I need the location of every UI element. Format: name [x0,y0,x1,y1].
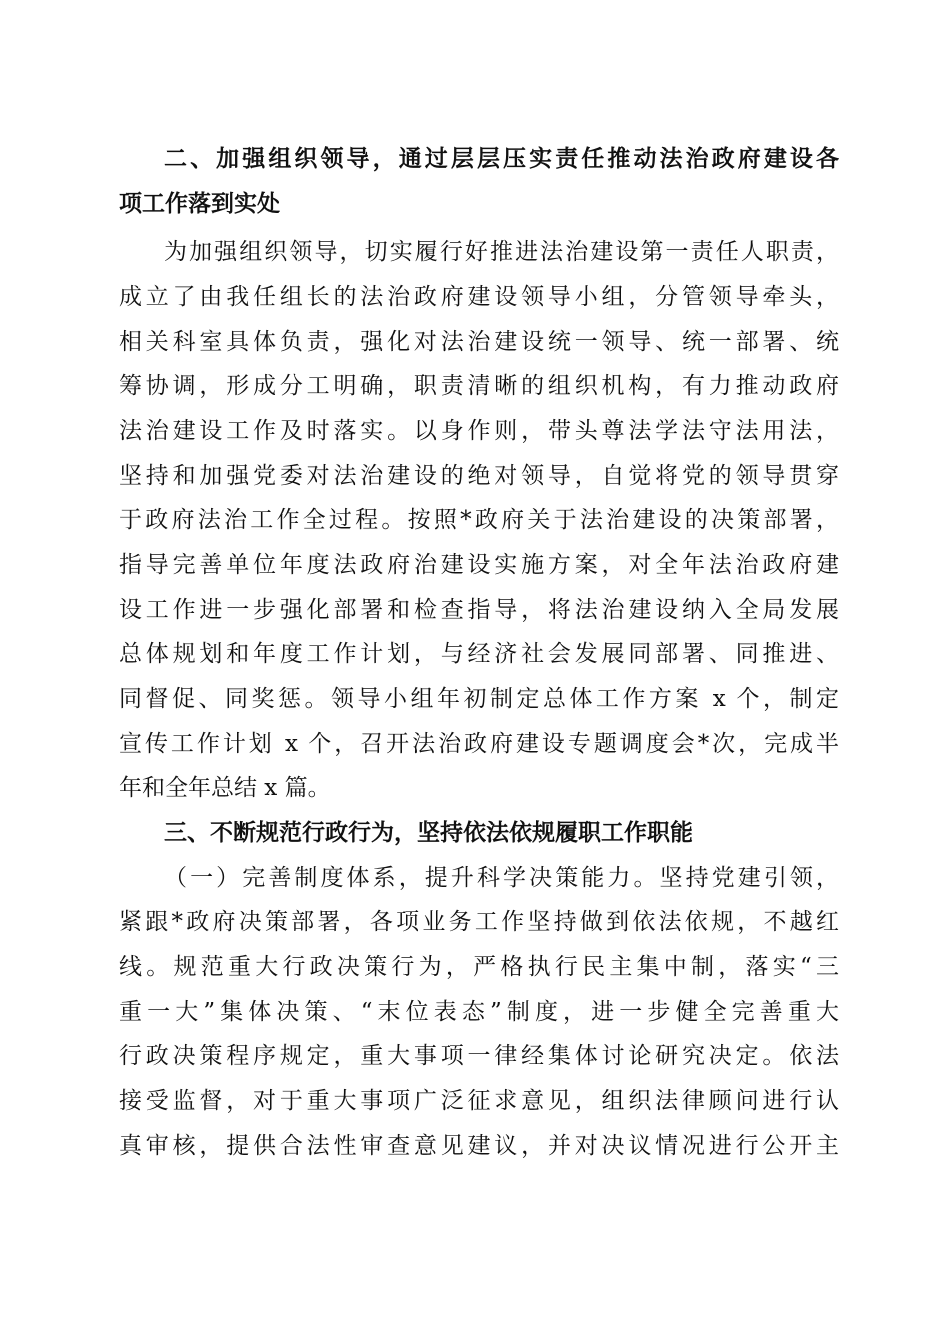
section-2-paragraph-line: 成立了由我任组长的法治政府建设领导小组，分管领导牵头， [119,284,839,310]
section-2-paragraph-line: 法治建设工作及时落实。以身作则，带头尊法学法守法用法， [119,418,839,444]
section-2-paragraph-line: 总体规划和年度工作计划，与经济社会发展同部署、同推进、 [119,641,839,667]
section-3-paragraph-line: 重一大”集体决策、“末位表态”制度，进一步健全完善重大 [119,999,839,1025]
section-2-paragraph-line: 同督促、同奖惩。领导小组年初制定总体工作方案 x 个，制定 [119,686,839,712]
section-2-paragraph-line: 于政府法治工作全过程。按照*政府关于法治建设的决策部署， [119,507,839,533]
section-3-paragraph-line: 行政决策程序规定，重大事项一律经集体讨论研究决定。依法 [119,1043,839,1069]
section-3-heading: 三、不断规范行政行为，坚持依法依规履职工作职能 [164,820,693,846]
section-2-paragraph-line: 指导完善单位年度法政府治建设实施方案，对全年法治政府建 [119,552,839,578]
section-2-heading-line-2: 项工作落到实处 [119,191,280,217]
section-2-paragraph-line: 为加强组织领导，切实履行好推进法治建设第一责任人职责， [164,239,839,265]
section-2-paragraph-line: 设工作进一步强化部署和检查指导，将法治建设纳入全局发展 [119,597,839,623]
section-3-paragraph-line: 线。规范重大行政决策行为，严格执行民主集中制，落实“三 [119,954,839,980]
section-2-paragraph-line: 坚持和加强党委对法治建设的绝对领导，自觉将党的领导贯穿 [119,463,839,489]
section-2-heading-line-1: 二、加强组织领导，通过层层压实责任推动法治政府建设各 [164,146,839,172]
section-3-paragraph-line: （一）完善制度体系，提升科学决策能力。坚持党建引领， [164,865,839,891]
section-3-paragraph-line: 接受监督，对于重大事项广泛征求意见，组织法律顾问进行认 [119,1088,839,1114]
section-2-paragraph-line: 年和全年总结 x 篇。 [119,775,331,801]
section-3-paragraph-line: 紧跟*政府决策部署，各项业务工作坚持做到依法依规，不越红 [119,909,839,935]
section-3-paragraph-line: 真审核，提供合法性审查意见建议，并对决议情况进行公开主 [119,1133,839,1159]
section-2-paragraph-line: 筹协调，形成分工明确，职责清晰的组织机构，有力推动政府 [119,373,839,399]
section-2-paragraph-line: 宣传工作计划 x 个，召开法治政府建设专题调度会*次，完成半 [119,731,839,757]
section-2-paragraph-line: 相关科室具体负责，强化对法治建设统一领导、统一部署、统 [119,329,839,355]
